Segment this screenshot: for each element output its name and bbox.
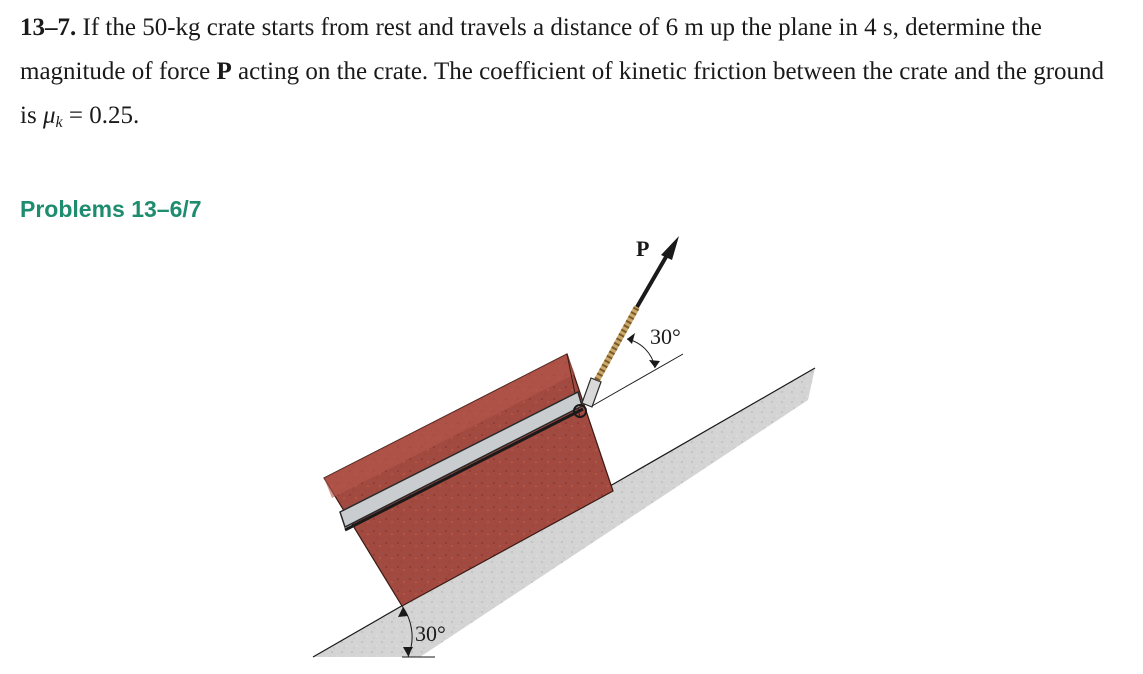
- force-arrowhead: [661, 236, 679, 260]
- crate-front-face: [324, 354, 613, 606]
- rope-angle-arrow-bottom: [649, 360, 660, 368]
- problem-number: 13–7.: [20, 14, 77, 41]
- mu-symbol: μ: [42, 102, 56, 129]
- rope-angle-arrow-top: [627, 333, 635, 344]
- rope-angle-label: 30°: [650, 324, 681, 349]
- incline-angle-label: 30°: [415, 621, 446, 646]
- problem-text-part2: acting on the crate. The coefficient of kinetic friction between the crate and the ground is: [20, 58, 1105, 129]
- force-symbol: P: [216, 58, 232, 85]
- problem-text-part1: If the 50-kg crate starts from rest and travels a distance of 6 m up the plane in 4 s, determine the magnitude of force: [20, 14, 1042, 85]
- section-heading: Problems 13–6/7: [20, 196, 202, 222]
- mu-value: = 0.25.: [62, 102, 140, 129]
- force-label: P: [636, 236, 650, 261]
- mu-subscript: k: [55, 114, 63, 131]
